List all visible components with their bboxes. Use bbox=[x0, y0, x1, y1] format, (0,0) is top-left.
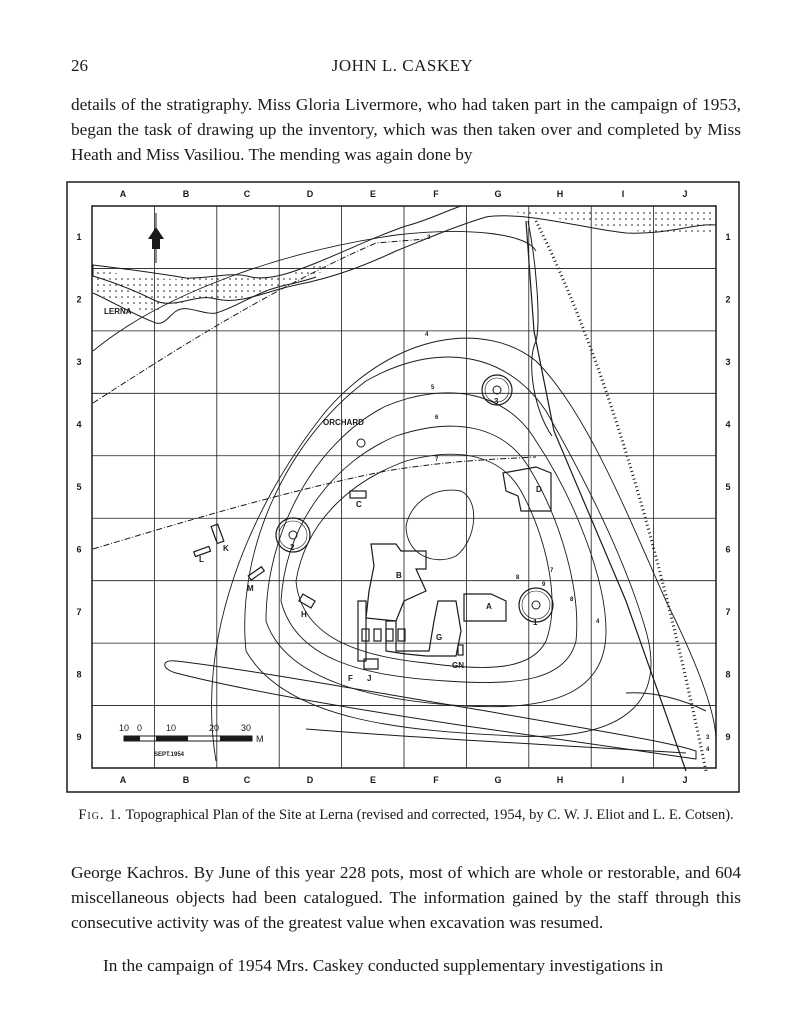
well-1-label: 1 bbox=[533, 618, 538, 627]
page-number: 26 bbox=[71, 56, 88, 75]
row-label-left: 3 bbox=[76, 357, 82, 368]
railway-line-a bbox=[526, 221, 686, 771]
row-label-left: 8 bbox=[76, 669, 82, 680]
column-label-top: F bbox=[433, 189, 439, 199]
contour-label: 7 bbox=[435, 457, 439, 463]
well-2-label: 2 bbox=[290, 543, 295, 552]
column-label-top: H bbox=[556, 189, 564, 199]
column-label-bottom: I bbox=[621, 775, 625, 785]
row-label-right: 9 bbox=[725, 731, 731, 742]
lower-stream bbox=[306, 729, 686, 753]
row-label-left: 5 bbox=[76, 482, 82, 492]
trench-gn bbox=[458, 645, 463, 655]
contour-label: 3 bbox=[427, 235, 431, 241]
well-1 bbox=[519, 588, 553, 622]
contour-label: 4 bbox=[425, 332, 429, 338]
row-label-right: 4 bbox=[725, 419, 731, 430]
north-arrow-icon bbox=[148, 213, 164, 263]
trench-l-label: L bbox=[199, 555, 204, 564]
contour-lines bbox=[93, 232, 716, 761]
trench-m-label: M bbox=[247, 584, 254, 593]
scale-tick-4: 30 bbox=[241, 723, 252, 733]
orchard-marker bbox=[357, 439, 365, 447]
scale-date: SEPT.1954 bbox=[154, 752, 185, 758]
row-label-left: 4 bbox=[76, 419, 82, 430]
figure-caption bbox=[71, 806, 741, 824]
excavation-trenches bbox=[194, 467, 551, 669]
figure-frame bbox=[67, 182, 739, 792]
column-label-top: E bbox=[369, 189, 377, 199]
trench-c-label: C bbox=[356, 500, 362, 509]
contour-8 bbox=[296, 454, 552, 667]
trench-d bbox=[503, 467, 551, 511]
contour-labels bbox=[425, 235, 710, 753]
column-label-bottom: B bbox=[182, 775, 190, 785]
trench-gn-label: GN bbox=[452, 661, 464, 670]
trench-b bbox=[366, 544, 426, 621]
column-label-bottom: E bbox=[369, 775, 377, 785]
row-label-left: 1 bbox=[76, 232, 82, 243]
trench-g-label: G bbox=[436, 633, 443, 642]
trench-a-label: A bbox=[486, 602, 492, 611]
row-label-right: 2 bbox=[725, 294, 731, 305]
paragraph-top: details of the stratigraphy. Miss Gloria Livermore, who had taken part in the campaign of 1953, began the task of drawing up the inventory, which was then taken over and completed by Miss Heath and Miss Vasiliou. The mending was again done by bbox=[71, 95, 741, 164]
trench-k bbox=[211, 524, 224, 543]
trench-g bbox=[386, 601, 461, 656]
lerna-label: LERNA bbox=[104, 307, 132, 316]
contour-label: 5 bbox=[431, 385, 435, 391]
scale-tick-2: 10 bbox=[166, 723, 177, 733]
row-label-right: 6 bbox=[725, 544, 731, 555]
column-label-bottom: G bbox=[494, 775, 502, 785]
caption-text: Topographical Plan of the Site at Lerna (revised and corrected, 1954, by C. W. J. Eliot and L. E. Cotsen). bbox=[125, 807, 734, 823]
row-label-left: 6 bbox=[76, 544, 82, 555]
site-plan-figure bbox=[66, 181, 740, 793]
row-label-left: 2 bbox=[76, 294, 82, 305]
row-label-left: 7 bbox=[76, 606, 82, 617]
trench-h bbox=[299, 594, 315, 608]
running-head: JOHN L. CASKEY bbox=[331, 56, 474, 75]
contour-9 bbox=[406, 490, 474, 560]
contour-4 bbox=[212, 338, 716, 761]
row-label-right: 3 bbox=[725, 357, 731, 368]
row-label-left: 9 bbox=[76, 731, 82, 742]
scale-bar bbox=[119, 723, 264, 758]
column-label-top: G bbox=[494, 189, 502, 199]
scale-tick-0: 10 bbox=[119, 723, 130, 733]
scale-tick-1: 0 bbox=[137, 723, 143, 733]
contour-label: 4 bbox=[596, 619, 600, 625]
scale-unit: M bbox=[256, 734, 264, 744]
column-label-top: B bbox=[182, 189, 190, 199]
ridge bbox=[165, 661, 696, 759]
railway-line-b bbox=[536, 221, 706, 771]
trench-e-box-3 bbox=[386, 629, 393, 641]
orchard-label: ORCHARD bbox=[323, 418, 364, 427]
column-label-bottom: F bbox=[433, 775, 439, 785]
contour-label: 6 bbox=[435, 415, 439, 421]
topographic-map bbox=[66, 181, 740, 793]
paragraph-bottom: George Kachros. By June of this year 228 pots, most of which are whole or restorable, and 604 miscellaneous objects had been catalogued. The information gained by the staff through this consecutive activity was of the greatest value when excavation was resumed. bbox=[71, 863, 741, 932]
trench-h-label: H bbox=[301, 610, 307, 619]
grid-labels bbox=[76, 189, 730, 785]
column-label-bottom: J bbox=[682, 775, 688, 785]
column-label-top: I bbox=[621, 189, 625, 199]
trench-f-label: F bbox=[348, 674, 353, 683]
trench-b-label: B bbox=[396, 571, 402, 580]
trench-e-box-2 bbox=[374, 629, 381, 641]
fence-north bbox=[93, 239, 426, 403]
contour-label: 8 bbox=[516, 575, 520, 581]
row-label-right: 5 bbox=[725, 482, 731, 492]
scale-tick-3: 20 bbox=[209, 723, 220, 733]
contour-label: 9 bbox=[542, 582, 546, 588]
column-label-bottom: D bbox=[306, 775, 314, 785]
row-label-right: 7 bbox=[725, 606, 731, 617]
column-label-bottom: C bbox=[243, 775, 251, 785]
row-label-right: 1 bbox=[725, 232, 731, 243]
well-3-label: 3 bbox=[494, 397, 499, 406]
column-label-bottom: H bbox=[556, 775, 564, 785]
row-label-right: 8 bbox=[725, 669, 731, 680]
caption-label: Fig. 1. bbox=[78, 807, 123, 823]
contour-6 bbox=[266, 393, 606, 707]
trench-j-label: J bbox=[367, 674, 372, 683]
column-label-top: J bbox=[682, 189, 688, 199]
contour-label: 3 bbox=[706, 735, 710, 741]
ditch bbox=[626, 693, 706, 711]
contour-label: 8 bbox=[570, 597, 574, 603]
trench-a bbox=[464, 594, 506, 621]
column-label-top: D bbox=[306, 189, 314, 199]
trench-k-label: K bbox=[223, 544, 229, 553]
contour-label: 7 bbox=[550, 568, 554, 574]
trench-c bbox=[350, 491, 366, 498]
column-label-top: C bbox=[243, 189, 251, 199]
contour-label: 4 bbox=[706, 747, 710, 753]
column-label-bottom: A bbox=[119, 775, 127, 785]
column-label-top: A bbox=[119, 189, 127, 199]
trench-d-label: D bbox=[536, 485, 542, 494]
paragraph-last: In the campaign of 1954 Mrs. Caskey conducted supplementary investigations in bbox=[103, 956, 664, 975]
site-labels bbox=[104, 307, 542, 683]
